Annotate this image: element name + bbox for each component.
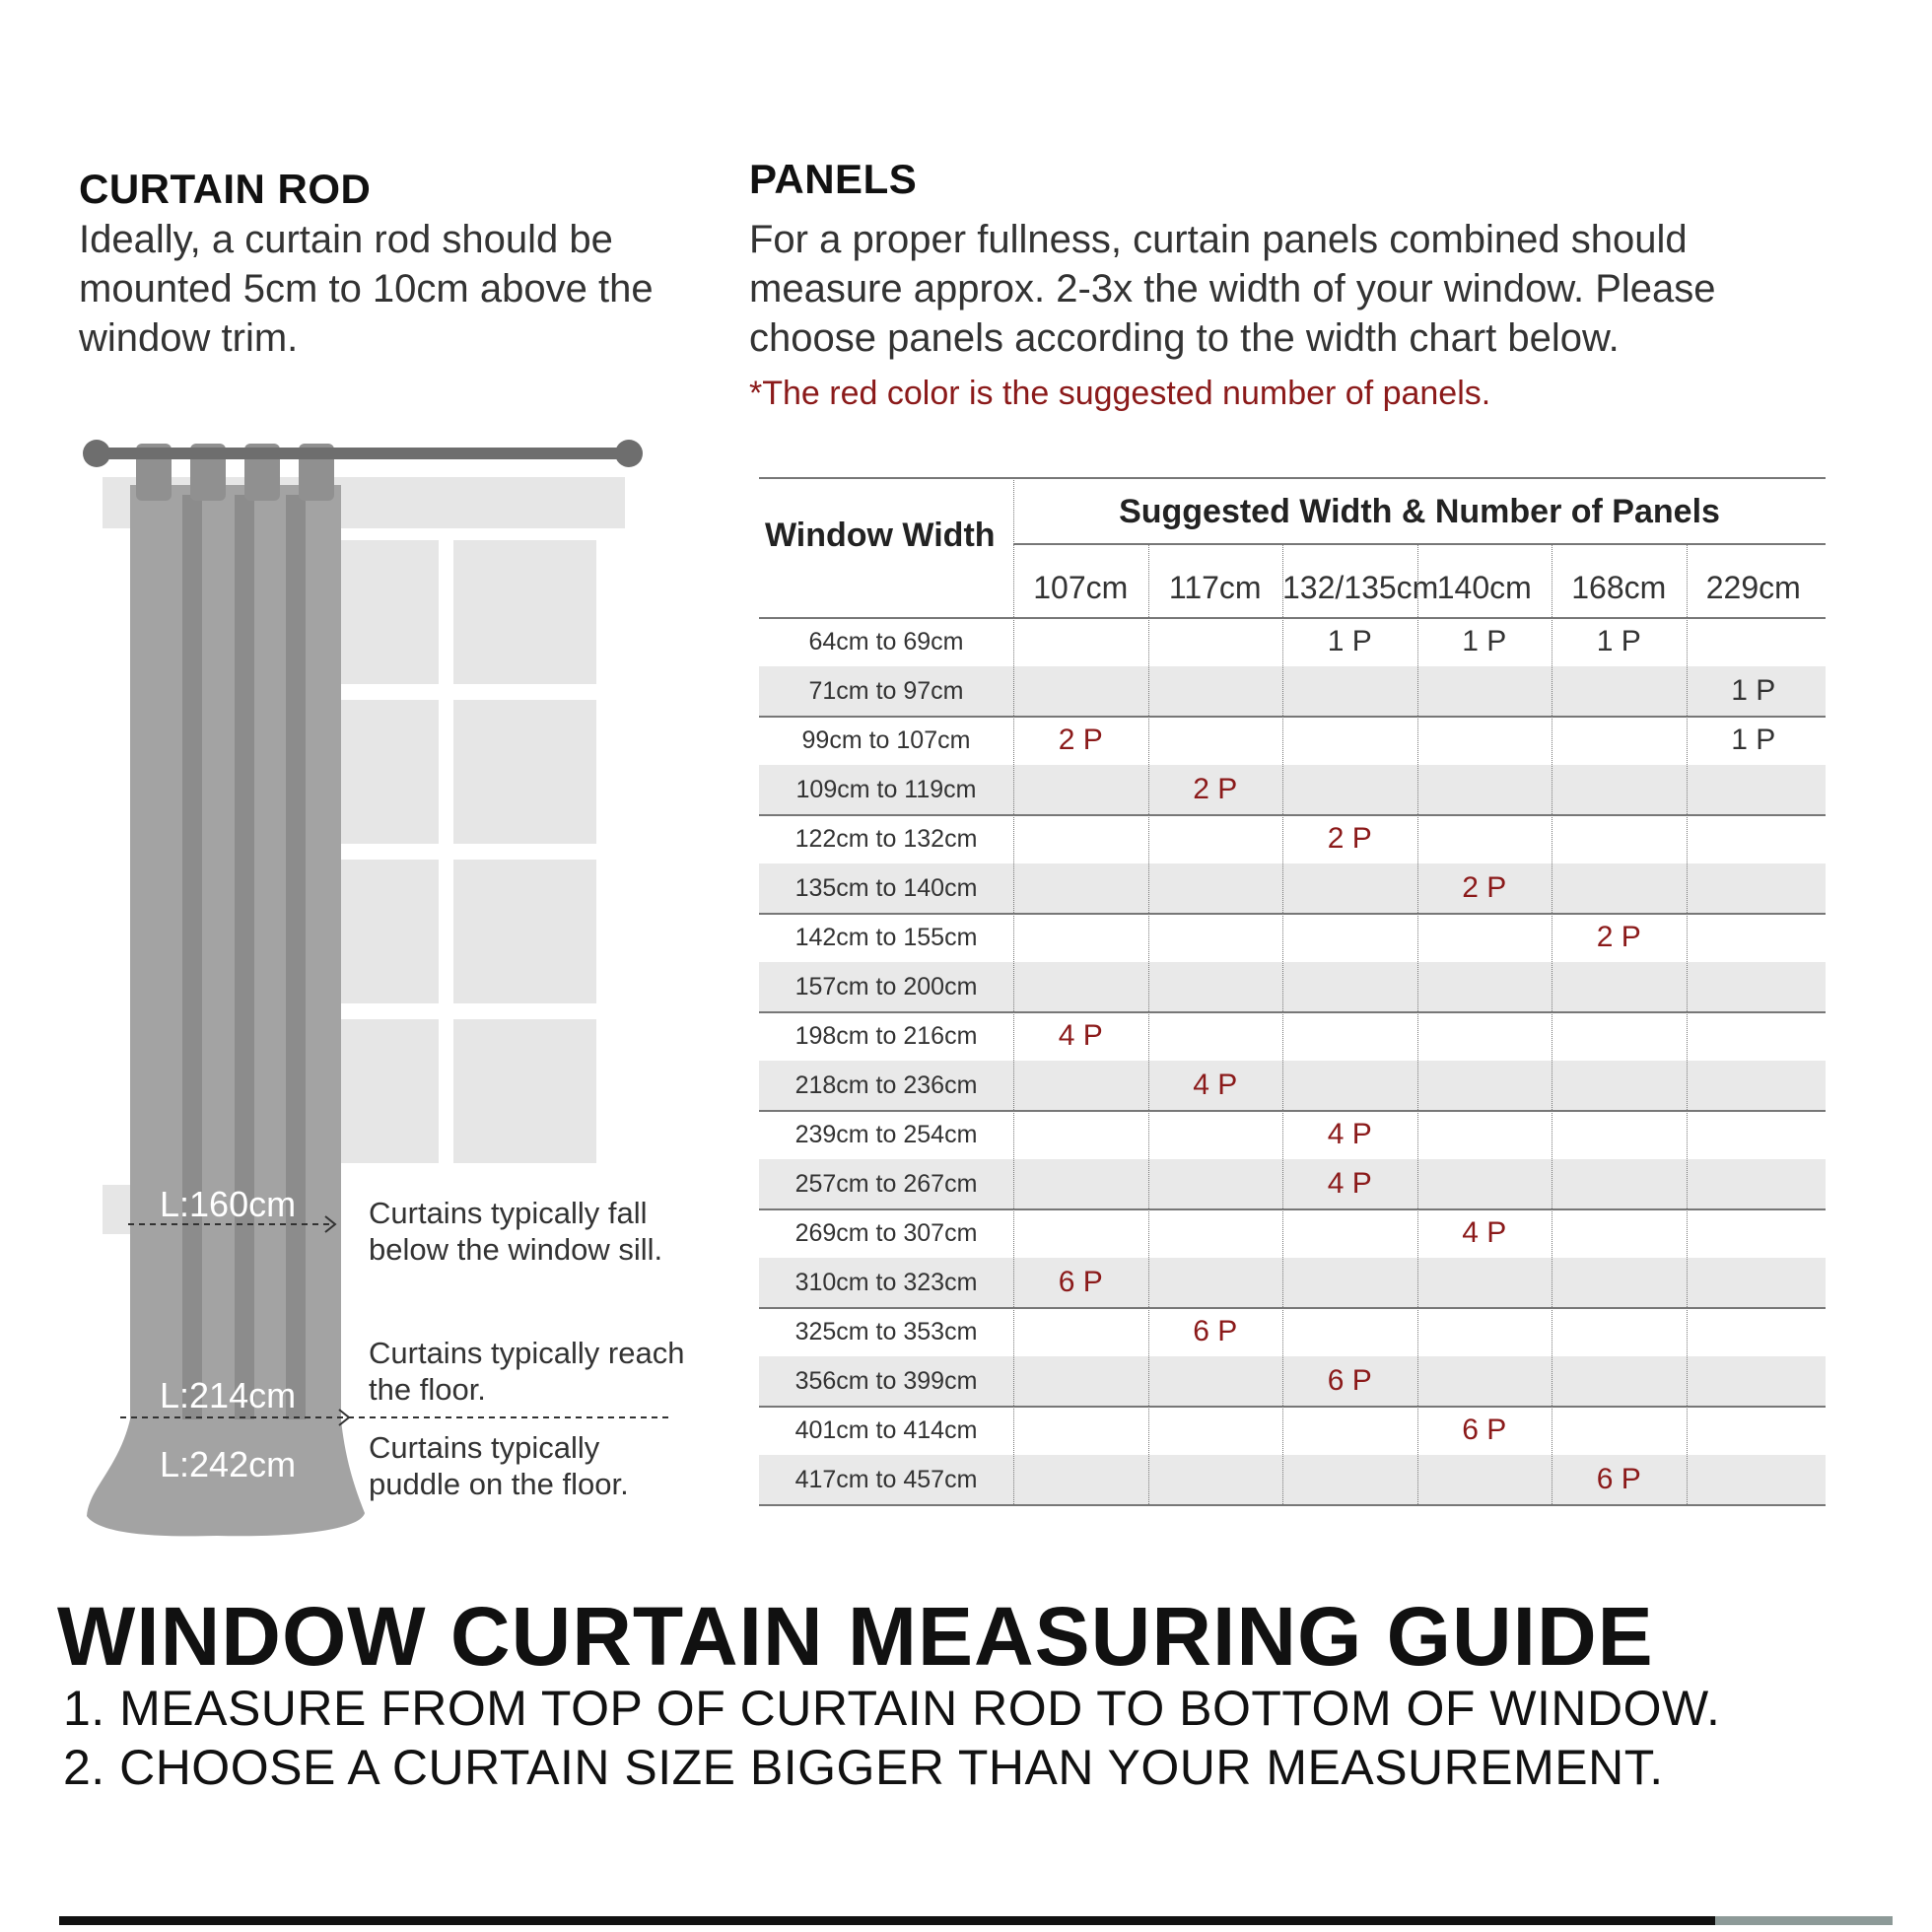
row-label: 257cm to 267cm bbox=[794, 1170, 978, 1198]
row-label: 71cm to 97cm bbox=[808, 677, 964, 705]
panel-count-cell: 1 P bbox=[1731, 674, 1776, 707]
panel-count-cell: 4 P bbox=[1193, 1069, 1238, 1101]
progress-bar bbox=[59, 1916, 1715, 1925]
row-label: 239cm to 254cm bbox=[794, 1121, 978, 1148]
panel-count-cell: 1 P bbox=[1596, 625, 1641, 657]
column-header: 168cm bbox=[1571, 570, 1667, 605]
panel-count-cell: 2 P bbox=[1327, 822, 1372, 855]
window-width-header: Window Width bbox=[765, 517, 996, 554]
guide-step-2: 2. CHOOSE A CURTAIN SIZE BIGGER THAN YOUR MEASUREMENT. bbox=[63, 1740, 1664, 1795]
note-reach-floor: Curtains typically reach the floor. bbox=[369, 1336, 685, 1407]
length-label-214: L:214cm bbox=[160, 1375, 297, 1415]
panel-count-cell: 2 P bbox=[1193, 773, 1238, 805]
table-row bbox=[759, 962, 1826, 1011]
column-header: 140cm bbox=[1436, 570, 1532, 605]
row-label: 122cm to 132cm bbox=[794, 825, 978, 853]
table-row bbox=[759, 1258, 1826, 1307]
red-color-note: *The red color is the suggested number of panels. bbox=[749, 375, 1491, 412]
panel-count-cell: 2 P bbox=[1058, 724, 1103, 756]
row-label: 157cm to 200cm bbox=[794, 973, 978, 1000]
panels-text: For a proper fullness, curtain panels combined should measure approx. 2-3x the width of your window. Please choose panels according to the width chart below. bbox=[749, 218, 1716, 360]
table-row bbox=[759, 1110, 1826, 1159]
table-row bbox=[759, 765, 1826, 814]
row-label: 135cm to 140cm bbox=[794, 874, 978, 902]
table-row bbox=[759, 1307, 1826, 1356]
panel-count-cell: 1 P bbox=[1462, 625, 1507, 657]
panels-heading: PANELS bbox=[749, 156, 918, 202]
table-row bbox=[759, 863, 1826, 913]
row-label: 417cm to 457cm bbox=[794, 1466, 978, 1493]
table-row bbox=[759, 1208, 1826, 1258]
panel-count-cell: 4 P bbox=[1462, 1216, 1507, 1249]
row-label: 269cm to 307cm bbox=[794, 1219, 978, 1247]
table-row bbox=[759, 1159, 1826, 1208]
panel-count-cell: 4 P bbox=[1058, 1019, 1103, 1052]
table-row bbox=[759, 1455, 1826, 1504]
curtain-rod-heading: CURTAIN ROD bbox=[79, 166, 372, 212]
table-row bbox=[759, 617, 1826, 666]
panel-count-cell: 4 P bbox=[1327, 1167, 1372, 1200]
note-puddle-floor: Curtains typically puddle on the floor. bbox=[369, 1430, 629, 1501]
panel-count-cell: 6 P bbox=[1193, 1315, 1238, 1347]
row-label: 356cm to 399cm bbox=[794, 1367, 978, 1395]
table-row bbox=[759, 1406, 1826, 1455]
panel-count-cell: 6 P bbox=[1596, 1463, 1641, 1495]
panel-count-cell: 1 P bbox=[1731, 724, 1776, 756]
suggested-width-header: Suggested Width & Number of Panels bbox=[1119, 493, 1720, 530]
panel-count-cell: 4 P bbox=[1327, 1118, 1372, 1150]
panel-count-cell: 6 P bbox=[1058, 1266, 1103, 1298]
row-label: 109cm to 119cm bbox=[795, 776, 977, 803]
table-row bbox=[759, 913, 1826, 962]
guide-step-1: 1. MEASURE FROM TOP OF CURTAIN ROD TO BOTTOM OF WINDOW. bbox=[63, 1681, 1721, 1736]
row-label: 198cm to 216cm bbox=[794, 1022, 978, 1050]
row-label: 310cm to 323cm bbox=[794, 1269, 978, 1296]
table-row bbox=[759, 1356, 1826, 1406]
table-row bbox=[759, 716, 1826, 765]
table-row bbox=[759, 666, 1826, 716]
note-below-sill: Curtains typically fall below the window sill. bbox=[369, 1196, 663, 1267]
curtain-rod-text: Ideally, a curtain rod should be mounted 5cm to 10cm above the window trim. bbox=[79, 218, 654, 360]
table-row bbox=[759, 814, 1826, 863]
panel-count-cell: 2 P bbox=[1596, 921, 1641, 953]
column-header: 229cm bbox=[1705, 570, 1801, 605]
progress-bar-remainder bbox=[1715, 1916, 1893, 1925]
column-header: 107cm bbox=[1033, 570, 1129, 605]
row-label: 401cm to 414cm bbox=[794, 1416, 978, 1444]
length-label-242: L:242cm bbox=[160, 1444, 297, 1484]
row-label: 325cm to 353cm bbox=[794, 1318, 978, 1346]
length-label-160: L:160cm bbox=[160, 1184, 297, 1224]
table-row bbox=[759, 1011, 1826, 1061]
panel-count-cell: 6 P bbox=[1462, 1414, 1507, 1446]
row-label: 142cm to 155cm bbox=[794, 924, 978, 951]
guide-title: WINDOW CURTAIN MEASURING GUIDE bbox=[57, 1590, 1654, 1683]
column-header: 132/135cm bbox=[1282, 570, 1439, 605]
panel-width-chart bbox=[759, 477, 1826, 1504]
panel-count-cell: 6 P bbox=[1327, 1364, 1372, 1397]
row-label: 64cm to 69cm bbox=[808, 628, 964, 656]
panel-count-cell: 1 P bbox=[1327, 625, 1372, 657]
column-header: 117cm bbox=[1168, 570, 1262, 605]
panel-count-cell: 2 P bbox=[1462, 871, 1507, 904]
table-row bbox=[759, 1061, 1826, 1110]
row-label: 218cm to 236cm bbox=[794, 1071, 978, 1099]
row-label: 99cm to 107cm bbox=[801, 726, 971, 754]
